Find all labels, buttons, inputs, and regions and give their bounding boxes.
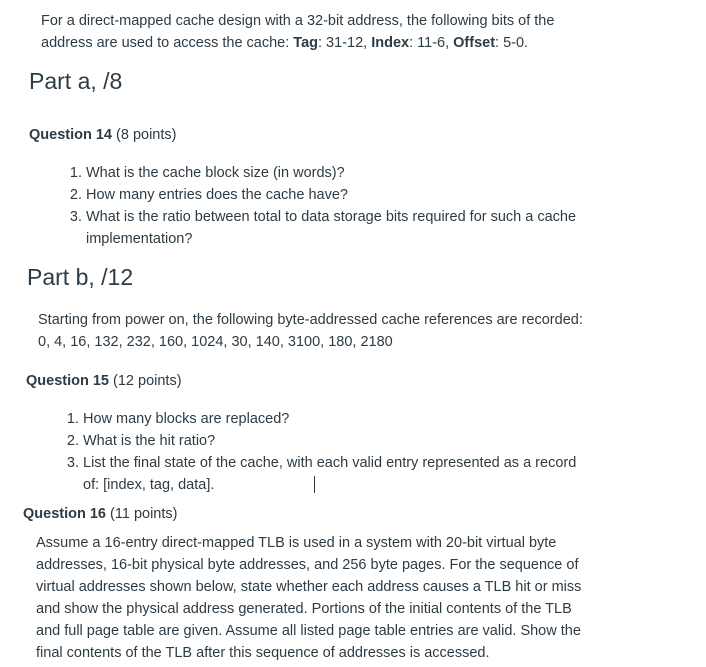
question-15-header: [26, 371, 182, 391]
intro-line-1: For a direct-mapped cache design with a 32-bit address, the following bits of the: [41, 13, 555, 29]
list-item: 3. What is the ratio between total to data storage bits required for such a cache implementation?: [86, 206, 688, 250]
list-item: 1. How many blocks are replaced?: [83, 408, 690, 430]
question-15-title: Question 15: [26, 373, 109, 389]
question-14-header: [29, 125, 176, 145]
tag-label: Tag: [293, 35, 318, 51]
offset-label: Offset: [453, 35, 496, 51]
question-16-line: final contents of the TLB after this sequence of addresses is accessed.: [36, 645, 490, 661]
question-16-line: and show the physical address generated. Portions of the initial contents of the TLB: [36, 601, 572, 617]
references-line-2: 0, 4, 16, 132, 232, 160, 1024, 30, 140, 3100, 180, 2180: [38, 334, 393, 350]
question-15-list: [65, 408, 690, 496]
question-14-points: (8 points): [112, 127, 177, 143]
list-item: 2. What is the hit ratio?: [83, 430, 690, 452]
question-16-line: virtual addresses shown below, state whether each address causes a TLB hit or miss: [36, 579, 582, 595]
list-item: 3. List the final state of the cache, with each valid entry represented as a record of: [index, tag, data].: [83, 452, 690, 496]
intro-paragraph: [41, 10, 691, 54]
references-line-1: Starting from power on, the following byte-addressed cache references are recorded:: [38, 312, 583, 328]
question-16-header: [23, 504, 177, 524]
question-16-points: (11 points): [106, 506, 178, 522]
index-label: Index: [371, 35, 410, 51]
question-16-line: and full page table are given. Assume all listed page table entries are valid. Show the: [36, 623, 581, 639]
intro-line-2: address are used to access the cache: Tag: 31-12, Index: 11-6, Offset: 5-0.: [41, 35, 529, 51]
question-16-title: Question 16: [23, 506, 106, 522]
question-14-list: [68, 162, 688, 250]
part-b-heading: Part b, /12: [27, 264, 134, 290]
question-14-title: Question 14: [29, 127, 112, 143]
text-cursor: [314, 476, 315, 493]
question-16-line: addresses, 16-bit physical byte addresses, and 256 byte pages. For the sequence of: [36, 557, 579, 573]
question-15-points: (12 points): [109, 373, 182, 389]
list-item: 1. What is the cache block size (in words)?: [86, 162, 688, 184]
part-a-heading: Part a, /8: [29, 68, 123, 94]
list-item: 2. How many entries does the cache have?: [86, 184, 688, 206]
question-16-paragraph: [36, 532, 696, 664]
question-16-line: Assume a 16-entry direct-mapped TLB is used in a system with 20-bit virtual byte: [36, 535, 557, 551]
references-paragraph: [38, 309, 688, 353]
